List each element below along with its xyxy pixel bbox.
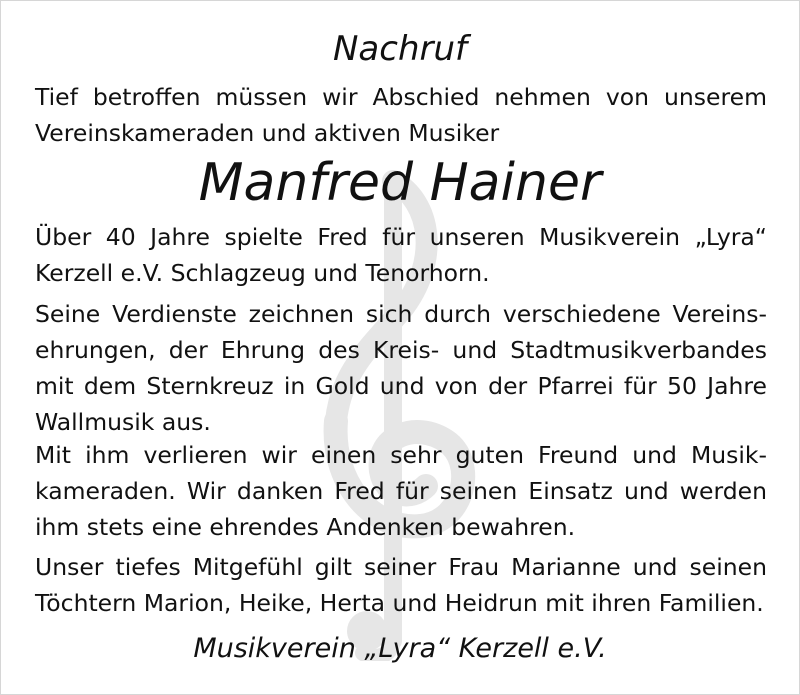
paragraph-membership [35, 219, 767, 291]
intro-line: Tief betroffen müssen wir Abschied nehmen von unserem [35, 83, 767, 111]
paragraph-condolences [35, 549, 767, 621]
text-line: Unser tiefes Mitgefühl gilt seiner Frau Marianne und seinen [35, 553, 767, 581]
deceased-name: Manfred Hainer [198, 153, 602, 213]
text-line: Über 40 Jahre spielte Fred für unseren Musikverein „Lyra“ [35, 223, 767, 251]
text-line: Seine Verdienste zeichnen sich durch verschiedene Vereins- [35, 300, 767, 328]
text-line: ihm stets eine ehrendes Andenken bewahren. [35, 513, 576, 541]
notice-heading: Nachruf [332, 29, 467, 69]
signature: Musikverein „Lyra“ Kerzell e.V. [193, 633, 607, 664]
text-line: Mit ihm verlieren wir einen sehr guten Freund und Musik- [35, 441, 767, 469]
text-line: Töchtern Marion, Heike, Herta und Heidrun mit ihren Familien. [35, 589, 764, 617]
text-line: Wallmusik aus. [35, 408, 211, 436]
paragraph-farewell [35, 437, 767, 545]
text-line: kameraden. Wir danken Fred für seinen Einsatz und werden [35, 477, 767, 505]
text-line: Kerzell e.V. Schlagzeug und Tenorhorn. [35, 259, 490, 287]
text-line: mit dem Sternkreuz in Gold und von der Pfarrei für 50 Jahre [35, 372, 767, 400]
intro-line: Vereinskameraden und aktiven Musiker [35, 119, 500, 147]
text-line: ehrungen, der Ehrung des Kreis- und Stadtmusikverbandes [35, 336, 767, 364]
paragraph-merits [35, 296, 767, 440]
intro-paragraph [35, 79, 767, 151]
